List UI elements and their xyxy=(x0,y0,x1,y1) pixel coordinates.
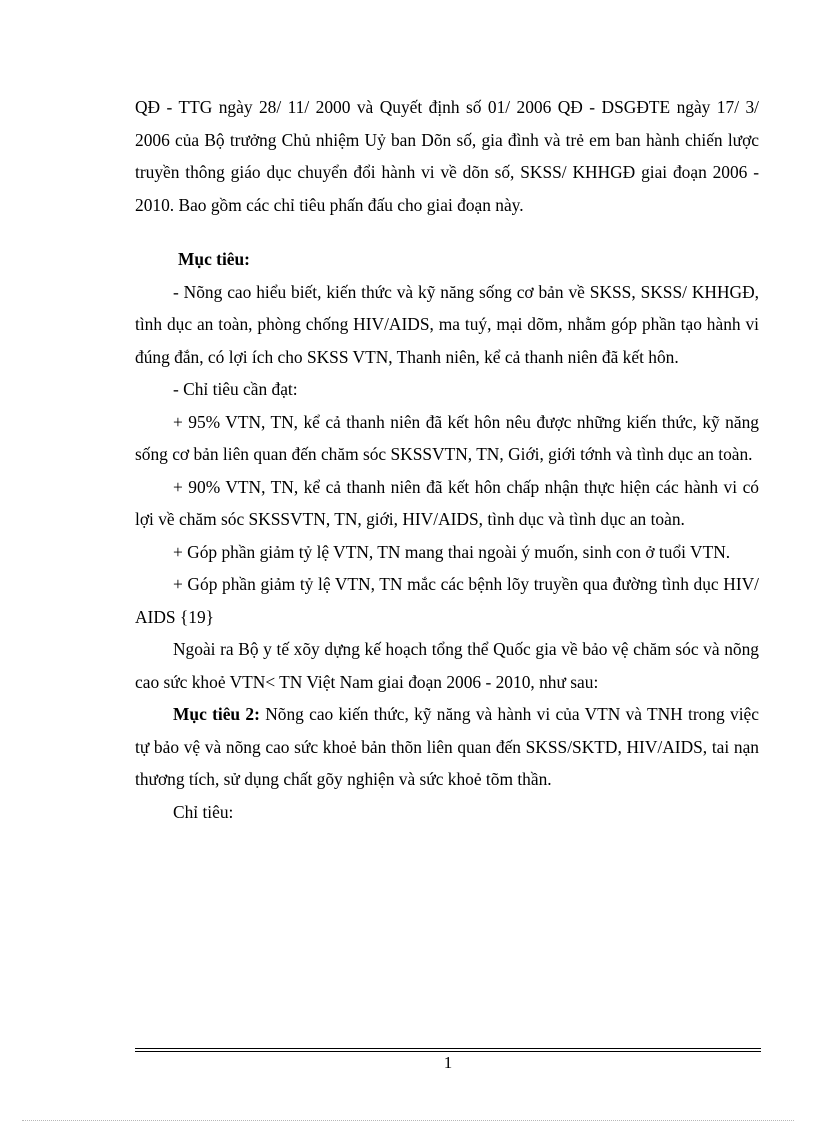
list-item-reduce-std: + Góp phần giảm tỷ lệ VTN, TN mắc các bệnh lõy truyền qua đường tình dục HIV/ AIDS {19} xyxy=(135,574,759,627)
paragraph-health-plan: Ngoài ra Bộ y tế xõy dựng kế hoạch tổng thể Quốc gia về bảo vệ chăm sóc và nõng cao sức khoẻ VTN< TN Việt Nam giai đoạn 2006 - 2010, như sau: xyxy=(135,639,759,692)
goal-2-label: Mục tiêu 2: xyxy=(173,704,260,724)
list-item-target-90: + 90% VTN, TN, kể cả thanh niên đã kết hôn chấp nhận thực hiện các hành vi có lợi về chăm sóc SKSSVTN, TN, giới, HIV/AIDS, tình dục và tình dục an toàn. xyxy=(135,476,759,529)
paragraph-objective: - Nõng cao hiểu biết, kiến thức và kỹ năng sống cơ bản về SKSS, SKSS/ KHHGĐ, tình dục an toàn, phòng chống HIV/AIDS, ma tuý, mại dõm, nhằm góp phần tạo hành vi đúng đắn, có lợi ích cho SKSS VTN, Thanh niên, kể cả thanh niên đã kết hôn. xyxy=(135,281,759,367)
paragraph-targets-label: Chỉ tiêu: xyxy=(173,801,234,822)
paragraph-targets-heading: - Chỉ tiêu cần đạt: xyxy=(173,379,298,399)
list-item-reduce-pregnancy: + Góp phần giảm tỷ lệ VTN, TN mang thai ngoài ý muốn, sinh con ở tuổi VTN. xyxy=(173,541,731,562)
page-number: 1 xyxy=(443,1053,453,1072)
paragraph-goal-2 xyxy=(135,698,759,796)
paragraph-intro: QĐ - TTG ngày 28/ 11/ 2000 và Quyết định số 01/ 2006 QĐ - DSGĐTE ngày 17/ 3/ 2006 của Bộ trưởng Chủ nhiệm Uỷ ban Dõn số, gia đình và trẻ em ban hành chiến lược truyền thông giáo dục chuyển đổi hành vi về dõn số, SKSS/ KHHGĐ giai đoạn 2006 - 2010. Bao gồm các chỉ tiêu phấn đấu cho giai đoạn này. xyxy=(135,97,759,215)
footer-divider-top xyxy=(135,1048,761,1049)
document-body xyxy=(135,91,759,828)
section-heading-objectives: Mục tiêu: xyxy=(178,249,250,269)
footer-divider-bottom xyxy=(135,1051,761,1052)
page-edge-line xyxy=(22,1120,794,1121)
goal-2-text: Nõng cao kiến thức, kỹ năng và hành vi của VTN và TNH trong việc tự bảo vệ và nõng cao sức khoẻ bản thõn liên quan đến SKSS/SKTD, HIV/AIDS, tai nạn thương tích, sử dụng chất gõy nghiện và sức khoẻ tõm thần. xyxy=(135,704,759,789)
list-item-target-95: + 95% VTN, TN, kể cả thanh niên đã kết hôn nêu được những kiến thức, kỹ năng sống cơ bản liên quan đến chăm sóc SKSSVTN, TN, Giới, giới tớnh và tình dục an toàn. xyxy=(135,411,759,464)
